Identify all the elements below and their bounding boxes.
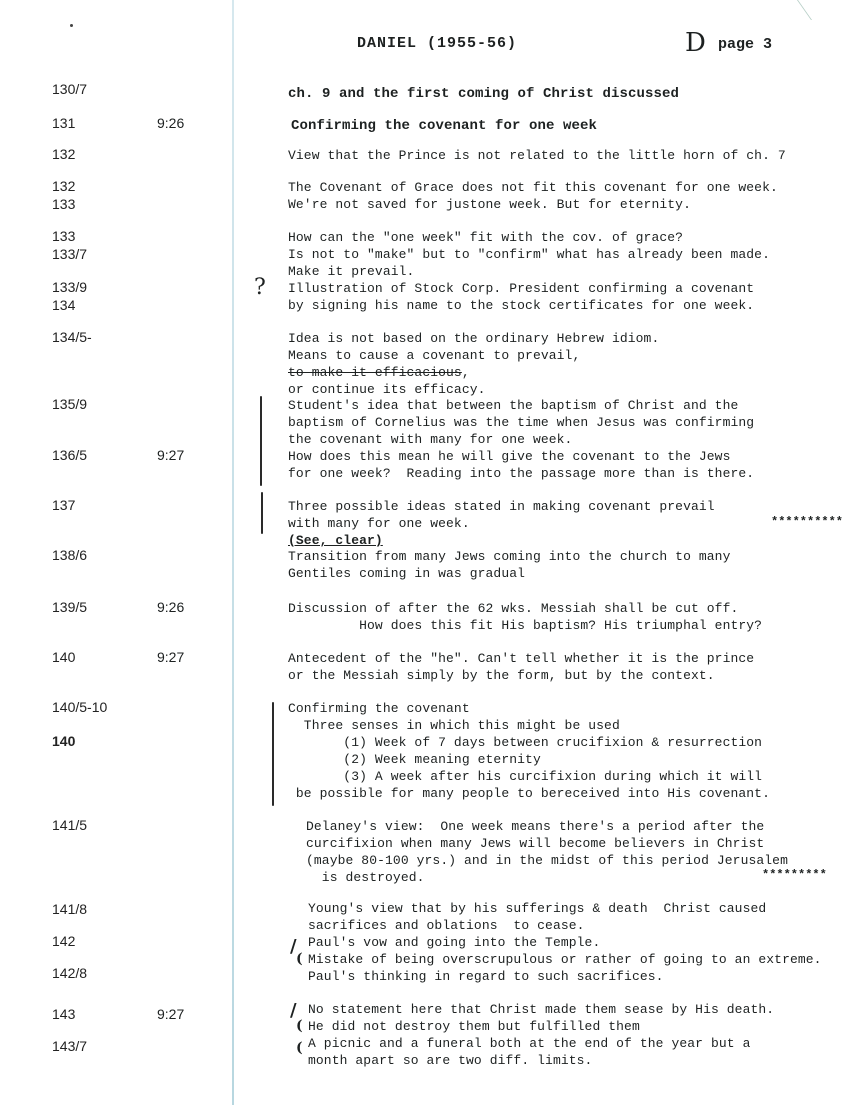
verse-reference: 9:27: [157, 1006, 185, 1022]
note-text: View that the Prince is not related to the little horn of ch. 7: [288, 148, 786, 163]
margin-bracket: [261, 492, 263, 534]
note-text: Antecedent of the "he". Can't tell whether it is the prince or the Messiah simply by the form, but by the context.: [288, 651, 755, 683]
note-text: Young's view that by his sufferings & death Christ caused sacrifices and oblations to cease. Paul's vow and going into the Temple. Mistake of being overscrupulous or rather of going to an extreme. Paul's thinking in regard to such sacrifices.: [308, 901, 822, 984]
reference-cell: 143 143/7: [52, 1006, 88, 1054]
margin-question-mark: ?: [254, 275, 266, 300]
note-text: Three possible ideas stated in making covenant prevail with many for one week. (See, clear): [288, 499, 715, 548]
reference-cell: 136/5: [52, 447, 88, 463]
verse-reference: 9:26: [157, 115, 185, 131]
reference-cell: 135/9: [52, 396, 88, 412]
note-text: How does this mean he will give the covenant to the Jews for one week? Reading into the passage more than is there.: [288, 449, 755, 481]
reference-cell: 140/5-10 140: [52, 699, 108, 749]
asterisk-marker: **********: [771, 515, 844, 529]
note-text: The Covenant of Grace does not fit this covenant for one week. We're not saved for justone week. But for eternity.: [288, 180, 778, 212]
note-text: Transition from many Jews coming into the church to many Gentiles coming in was gradual: [288, 549, 731, 581]
reference-cell: 141/8 142 142/8: [52, 901, 88, 981]
reference-cell: 140: [52, 649, 76, 665]
margin-bracket: [260, 396, 262, 486]
struck-text: to make it efficacious: [288, 365, 462, 380]
page-title: DANIEL (1955-56): [357, 35, 518, 52]
corner-pencil-mark: [797, 0, 851, 20]
underlined-note: (See, clear): [288, 533, 383, 548]
margin-tick-mark: /: [290, 936, 297, 957]
reference-cell: 133 133/7: [52, 228, 88, 262]
reference-cell: 131: [52, 115, 76, 131]
reference-cell: 141/5: [52, 817, 88, 833]
margin-tick-mark: /: [290, 1000, 297, 1021]
note-text: Discussion of after the 62 wks. Messiah shall be cut off. How does this fit His baptism? His triumphal entry?: [288, 601, 763, 633]
reference-cell: 133/9 134: [52, 279, 88, 313]
verse-reference: 9:27: [157, 649, 185, 665]
note-text: Idea is not based on the ordinary Hebrew idiom. Means to cause a covenant to prevail, to make it efficacious, or continue its efficacy.: [288, 331, 660, 397]
note-text: How can the "one week" fit with the cov. of grace? Is not to "make" but to "confirm" what has already been made. Make it prevail.: [288, 230, 770, 279]
note-text: Confirming the covenant Three senses in which this might be used (1) Week of 7 days between crucifixion & resurrection (2) Week meaning eternity (3) A week after his curcifixion during which it will be possible for many people to bereceived into His covenant.: [288, 701, 770, 801]
margin-tick-mark: (: [296, 1040, 303, 1056]
note-text: Student's idea that between the baptism of Christ and the baptism of Cornelius was the time when Jesus was confirming the covenant with many for one week.: [288, 398, 755, 447]
ink-dot: [70, 24, 73, 27]
reference-cell: 130/7: [52, 81, 88, 97]
verse-reference: 9:26: [157, 599, 185, 615]
reference-cell: 137: [52, 497, 76, 513]
margin-tick-mark: (: [296, 1018, 303, 1034]
note-text: Delaney's view: One week means there's a period after the curcifixion when many Jews will become believers in Christ (maybe 80-100 yrs.) and in the midst of this period Jerusalem is destroyed.: [306, 819, 788, 885]
asterisk-marker: *********: [762, 868, 827, 882]
margin-bracket: [272, 702, 274, 806]
note-text: Illustration of Stock Corp. President confirming a covenant by signing his name to the stock certificates for one week.: [288, 281, 755, 313]
note-text: ch. 9 and the first coming of Christ discussed: [288, 86, 680, 102]
reference-cell: 138/6: [52, 547, 88, 563]
reference-cell: 134/5-: [52, 329, 92, 345]
reference-cell: 132 133: [52, 178, 76, 212]
verse-reference: 9:27: [157, 447, 185, 463]
section-letter: D: [685, 28, 706, 58]
note-text: No statement here that Christ made them sease by His death. He did not destroy them but fulfilled them A picnic and a funeral both at the end of the year but a month apart so are two diff. limits.: [308, 1002, 775, 1068]
reference-cell: 139/5: [52, 599, 88, 615]
note-text: Confirming the covenant for one week: [291, 118, 598, 134]
page-number: page 3: [718, 36, 773, 53]
reference-cell: 132: [52, 146, 76, 162]
page-edge-line: [232, 0, 234, 1105]
margin-tick-mark: (: [296, 951, 303, 967]
